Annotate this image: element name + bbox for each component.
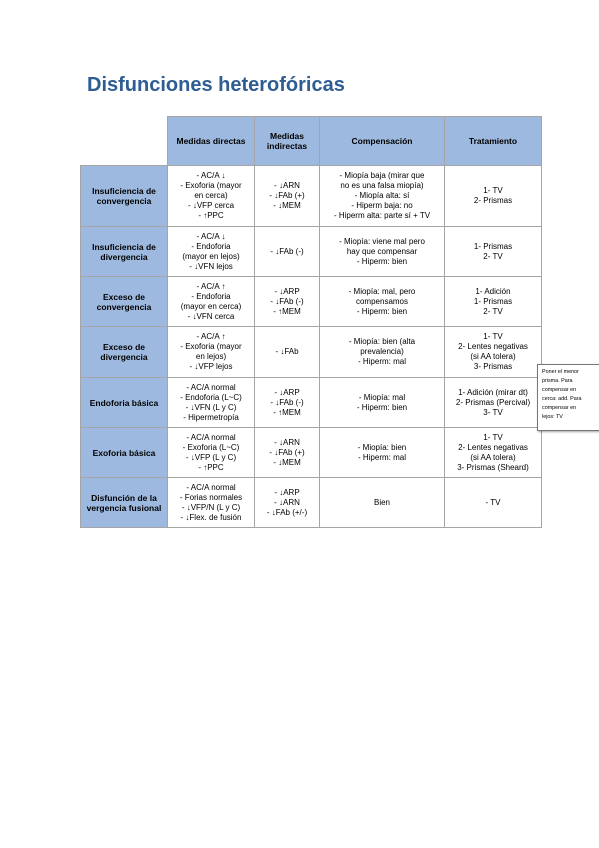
table-row	[81, 327, 542, 378]
cell-line: - AC/A normal	[186, 382, 236, 392]
cell-directas	[168, 478, 255, 528]
header-tratamiento: Tratamiento	[445, 117, 542, 166]
cell-line: - ↓VFP (L y C)	[185, 452, 237, 462]
cell-line: - ↓ARN	[274, 497, 300, 507]
note-line: lejos: TV	[542, 414, 563, 420]
cell-tratamiento	[445, 378, 542, 428]
row-header: Endoforia básica	[81, 378, 168, 428]
cell-indirectas	[255, 428, 320, 478]
cell-line: - ↓VFN lejos	[189, 261, 233, 271]
cell-line: - Exoforia (L~C)	[182, 442, 240, 452]
cell-indirectas	[255, 166, 320, 227]
cell-indirectas	[255, 378, 320, 428]
cell-line: - Miopía: bien	[357, 442, 407, 452]
cell-tratamiento	[445, 277, 542, 327]
cell-directas	[168, 227, 255, 277]
cell-line: - ↓ARN	[274, 437, 300, 447]
cell-tratamiento	[445, 428, 542, 478]
cell-line: 1- TV	[483, 332, 503, 341]
cell-line: - Hiperm alta: parte sí + TV	[333, 211, 431, 220]
cell-line: - ↓VFN cerca	[187, 311, 235, 321]
header-medidas-directas: Medidas directas	[168, 117, 255, 166]
cell-compensacion	[320, 227, 445, 277]
cell-line: 2- TV	[483, 251, 503, 261]
cell-line: - ↓FAb (+)	[269, 447, 305, 457]
cell-compensacion	[320, 327, 445, 378]
cell-line: 2- TV	[483, 306, 503, 316]
cell-line: - Endoforia	[191, 241, 231, 251]
cell-line: - ↓FAb (+/-)	[266, 507, 308, 517]
table-row	[81, 378, 542, 428]
note-line: Poner el menor	[542, 369, 579, 375]
cell-line: 1- Adición (mirar dt)	[458, 387, 528, 397]
note-line: compensar en	[542, 387, 577, 393]
cell-line: - Exoforia (mayor	[180, 342, 242, 351]
cell-line: - ↓VFN (L y C)	[185, 402, 237, 412]
cell-directas	[168, 428, 255, 478]
cell-line: - ↓FAb (-)	[270, 296, 304, 306]
cell-directas	[168, 378, 255, 428]
cell-line: en cerca)	[194, 191, 228, 200]
cell-line: - Miopía baja (mirar que	[339, 171, 425, 180]
cell-line: 1- Prismas	[473, 296, 513, 306]
heterophoria-table	[80, 116, 542, 528]
header-compensacion: Compensación	[320, 117, 445, 166]
cell-line: 1- TV	[483, 432, 503, 442]
cell-line: - ↓ARP	[274, 487, 300, 497]
cell-line: - ↓ARN	[274, 181, 300, 190]
cell-line: - AC/A normal	[186, 432, 236, 442]
cell-line: - ↑PPC	[198, 211, 224, 220]
table-row	[81, 166, 542, 227]
cell-line: - Miopía alta: sí	[354, 191, 410, 200]
cell-line: 2- Lentes negativas	[458, 442, 528, 452]
cell-line: - Miopía: viene mal pero	[339, 236, 425, 246]
row-header: Insuficiencia de divergencia	[81, 227, 168, 277]
cell-line: - Miopía: mal, pero	[348, 286, 416, 296]
cell-line: 3- Prismas (Sheard)	[457, 462, 529, 472]
cell-line: - ↓MEM	[273, 457, 301, 467]
cell-line: 3- Prismas	[473, 362, 513, 371]
cell-line: en lejos)	[195, 352, 227, 361]
cell-line: 1- Prismas	[473, 241, 513, 251]
cell-line: 1- Adición	[475, 286, 511, 296]
cell-compensacion	[320, 478, 445, 528]
cell-indirectas	[255, 478, 320, 528]
cell-line: - ↓VFP cerca	[187, 201, 235, 210]
row-header: Insuficiencia de convergencia	[81, 166, 168, 227]
cell-line: - ↓FAb	[275, 347, 299, 356]
cell-line: - Miopía: mal	[358, 392, 406, 402]
cell-line: - Miopía: bien (alta	[348, 337, 416, 346]
table-row	[81, 227, 542, 277]
table-row	[81, 428, 542, 478]
cell-line: - ↑MEM	[273, 306, 301, 316]
cell-tratamiento	[445, 166, 542, 227]
cell-line: 2- Prismas	[473, 196, 513, 205]
cell-line: Bien	[373, 497, 390, 507]
cell-line: prevalencia)	[360, 347, 404, 356]
row-header: Disfunción de la vergencia fusional	[81, 478, 168, 528]
cell-indirectas	[255, 277, 320, 327]
cell-line: - Endoforia	[191, 291, 231, 301]
cell-line: - Hiperm: mal	[357, 357, 406, 366]
cell-line: (si AA tolera)	[470, 452, 516, 462]
cell-line: - Hiperm: bien	[356, 306, 408, 316]
cell-line: - ↓MEM	[273, 201, 301, 210]
header-blank	[81, 117, 168, 166]
cell-line: (si AA tolera)	[470, 352, 516, 361]
cell-line: (mayor en cerca)	[180, 301, 242, 311]
cell-line: - AC/A normal	[186, 482, 236, 492]
cell-line: - ↓FAb (-)	[270, 246, 304, 256]
cell-indirectas	[255, 227, 320, 277]
cell-compensacion	[320, 166, 445, 227]
note-line: prisma. Para	[542, 378, 573, 384]
page-title: Disfunciones heterofóricas	[87, 74, 345, 96]
cell-tratamiento	[445, 478, 542, 528]
row-header: Exceso de convergencia	[81, 277, 168, 327]
cell-line: 1- TV	[483, 186, 503, 195]
cell-line: - AC/A ↓	[196, 231, 226, 241]
cell-line: - ↑MEM	[273, 407, 301, 417]
row-header: Exoforia básica	[81, 428, 168, 478]
cell-line: - ↓ARP	[274, 286, 300, 296]
cell-directas	[168, 166, 255, 227]
cell-line: - TV	[485, 497, 501, 507]
cell-line: - Exoforia (mayor	[180, 181, 242, 190]
comment-note	[537, 364, 599, 431]
cell-tratamiento	[445, 327, 542, 378]
cell-line: - Hipermetropía	[183, 412, 239, 422]
table-row	[81, 277, 542, 327]
cell-line: - ↓FAb (-)	[270, 397, 304, 407]
cell-line: - ↓Flex. de fusión	[180, 512, 242, 522]
cell-line: - AC/A ↓	[196, 171, 226, 180]
cell-line: - Hiperm baja: no	[351, 201, 413, 210]
cell-line: - ↓VFP lejos	[189, 362, 233, 371]
cell-compensacion	[320, 428, 445, 478]
cell-line: - AC/A ↑	[196, 281, 226, 291]
cell-line: - ↓FAb (+)	[269, 191, 305, 200]
cell-tratamiento	[445, 227, 542, 277]
cell-line: hay que compensar	[346, 246, 418, 256]
note-line: compensar en	[542, 405, 577, 411]
cell-line: - Hiperm: bien	[356, 256, 408, 266]
note-line: cerca: add. Para	[542, 396, 582, 402]
cell-line: - Endoforia (L~C)	[180, 392, 242, 402]
cell-line: - ↓VFP/N (L y C)	[181, 502, 241, 512]
cell-line: - ↑PPC	[198, 462, 224, 472]
cell-directas	[168, 277, 255, 327]
table-row	[81, 478, 542, 528]
header-medidas-indirectas: Medidas indirectas	[255, 117, 320, 166]
cell-line: no es una falsa miopía)	[340, 181, 424, 190]
cell-line: 2- Prismas (Percival)	[455, 397, 531, 407]
cell-line: (mayor en lejos)	[182, 251, 240, 261]
header-row	[81, 117, 542, 166]
row-header: Exceso de divergencia	[81, 327, 168, 378]
cell-line: - Forias normales	[179, 492, 243, 502]
cell-indirectas	[255, 327, 320, 378]
cell-line: - Hiperm: bien	[356, 402, 408, 412]
cell-line: 2- Lentes negativas	[458, 342, 528, 351]
cell-line: - Hiperm: mal	[357, 452, 406, 462]
cell-line: 3- TV	[483, 407, 503, 417]
cell-compensacion	[320, 378, 445, 428]
cell-line: - ↓ARP	[274, 387, 300, 397]
cell-directas	[168, 327, 255, 378]
cell-line: compensamos	[355, 296, 409, 306]
cell-compensacion	[320, 277, 445, 327]
cell-line: - AC/A ↑	[196, 332, 226, 341]
